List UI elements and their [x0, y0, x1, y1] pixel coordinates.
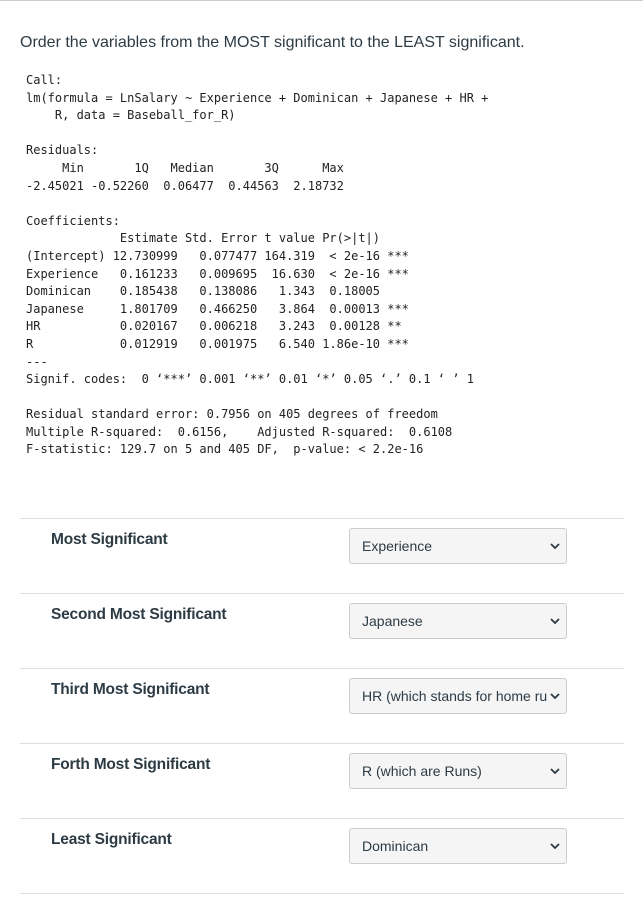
ranking-row-1 [20, 518, 624, 593]
ranking-select-2[interactable] [349, 603, 567, 639]
selected-value: Experience [362, 538, 433, 554]
ranking-label: Least Significant [51, 831, 172, 848]
ranking-row-2 [20, 593, 624, 668]
ranking-label: Second Most Significant [51, 606, 227, 623]
ranking-label: Forth Most Significant [51, 756, 211, 773]
selected-value: Dominican [362, 838, 429, 854]
question-text: Order the variables from the MOST significant to the LEAST significant. [20, 34, 525, 51]
r-output-line: Call: [26, 73, 63, 87]
r-output-line: F-statistic: 129.7 on 5 and 405 DF, p-value: < 2.2e-16 [26, 442, 424, 457]
r-output-line: Residual standard error: 0.7956 on 405 degrees of freedom [26, 407, 438, 422]
r-output-line: R 0.012919 0.001975 6.540 1.86e-10 *** [26, 336, 409, 351]
ranking-row-3 [20, 668, 624, 743]
ranking-row-4 [20, 743, 624, 818]
r-output-line: (Intercept) 12.730999 0.077477 164.319 < 2e-16 *** [26, 248, 409, 263]
r-output-line: Coefficients: [26, 213, 120, 228]
r-output-line: Japanese 1.801709 0.466250 3.864 0.00013 *** [26, 301, 409, 316]
r-output-line: Residuals: [26, 143, 99, 158]
ranking-select-5[interactable] [349, 828, 567, 864]
r-output-line: Min 1Q Median 3Q Max [26, 160, 352, 175]
r-output-line: lm(formula = LnSalary ~ Experience + Dominican + Japanese + HR + [26, 90, 489, 105]
ranking-list [20, 518, 624, 894]
r-output-line: R, data = Baseball_for_R) [26, 108, 236, 123]
top-divider [0, 0, 643, 1]
r-output-line: Experience 0.161233 0.009695 16.630 < 2e-16 *** [26, 266, 409, 281]
ranking-select-1[interactable] [349, 528, 567, 564]
selected-value: Japanese [362, 613, 423, 629]
r-output-line: HR 0.020167 0.006218 3.243 0.00128 ** [26, 319, 409, 334]
r-output-line: -2.45021 -0.52260 0.06477 0.44563 2.18732 [26, 178, 352, 193]
ranking-label: Most Significant [51, 531, 168, 548]
selected-value: R (which are Runs) [362, 763, 482, 779]
ranking-row-5 [20, 818, 624, 894]
chevron-down-icon [550, 541, 560, 551]
r-output-line: Estimate Std. Error t value Pr(>|t|) [26, 231, 409, 246]
ranking-select-3[interactable] [349, 678, 567, 714]
chevron-down-icon [550, 766, 560, 776]
ranking-label: Third Most Significant [51, 681, 210, 698]
r-regression-output [26, 72, 488, 459]
chevron-down-icon [550, 616, 560, 626]
r-output-line: Signif. codes: 0 ‘***’ 0.001 ‘**’ 0.01 ‘*’ 0.05 ‘.’ 0.1 ‘ ’ 1 [26, 372, 474, 387]
selected-value: HR (which stands for home ru [362, 688, 547, 704]
ranking-select-4[interactable] [349, 753, 567, 789]
r-output-line: --- [26, 354, 48, 369]
chevron-down-icon [550, 691, 560, 701]
r-output-line: Dominican 0.185438 0.138086 1.343 0.18005 [26, 284, 409, 299]
r-output-line: Multiple R-squared: 0.6156, Adjusted R-squared: 0.6108 [26, 424, 460, 439]
chevron-down-icon [550, 841, 560, 851]
